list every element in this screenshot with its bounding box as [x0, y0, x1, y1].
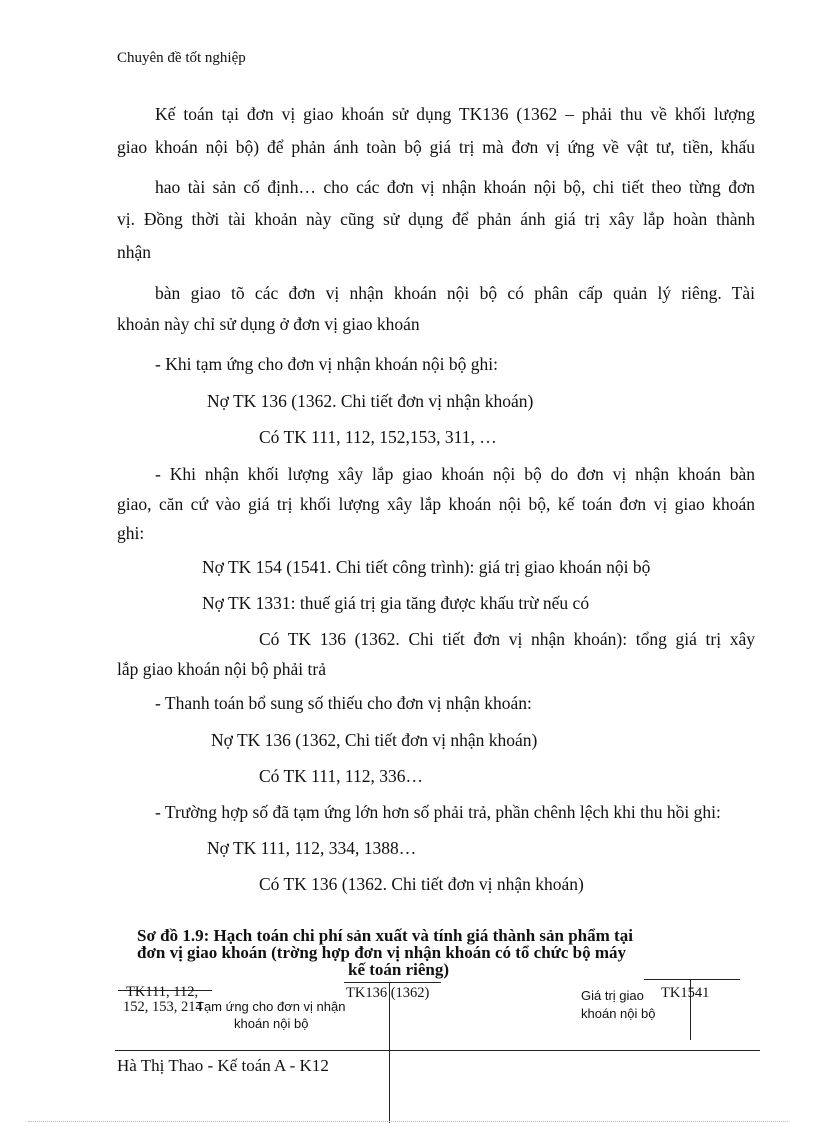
diagram-title: đơn vị giao khoán (trờng hợp đơn vị nhận khoán có tổ chức bộ máy — [137, 943, 627, 962]
entry-debit: Nợ TK 111, 112, 334, 1388… — [207, 838, 417, 858]
paragraph-line: giao khoán nội bộ) để phản ánh toàn bộ giá trị mà đơn vị ứng về vật tư, tiền, khấu — [117, 137, 755, 157]
entry-credit: Có TK 136 (1362. Chi tiết đơn vị nhận khoán) — [259, 874, 584, 894]
account-line — [644, 979, 740, 980]
diagram-title: kế toán riêng) — [348, 960, 450, 979]
flow-label: Tạm ứng cho đơn vị nhận — [196, 999, 346, 1014]
entry-debit: Nợ TK 154 (1541. Chi tiết công trình): giá trị giao khoán nội bộ — [202, 557, 651, 577]
paragraph-line: giao, căn cứ vào giá trị khối lượng xây lắp khoán nội bộ, kế toán đơn vị giao khoán — [117, 494, 755, 514]
paragraph-line: lắp giao khoán nội bộ phải trả — [117, 659, 326, 679]
account-label: TK111, 112, — [126, 984, 199, 1000]
footer-author: Hà Thị Thao - Kế toán A - K12 — [117, 1056, 329, 1075]
paragraph-line: ghi: — [117, 523, 145, 543]
entry-debit: Nợ TK 136 (1362, Chi tiết đơn vị nhận khoán) — [211, 730, 538, 750]
entry-debit: Nợ TK 1331: thuế giá trị gia tăng được khấu trừ nếu có — [202, 593, 590, 613]
paragraph-line: hao tài sản cố định… cho các đơn vị nhận khoán nội bộ, chi tiết theo từng đơn — [155, 177, 755, 197]
bullet-line: - Khi nhận khối lượng xây lắp giao khoán nội bộ do đơn vị nhận khoán bàn — [155, 464, 755, 484]
account-label: TK1541 — [661, 985, 710, 1001]
paragraph-line: vị. Đồng thời tài khoản này cũng sử dụng để phản ánh giá trị xây lắp hoàn thành — [117, 209, 755, 229]
account-line — [344, 982, 441, 983]
account-label: TK136 (1362) — [346, 985, 430, 1001]
footer-rule — [115, 1050, 760, 1051]
page-header: Chuyên đề tốt nghiệp — [117, 50, 246, 66]
entry-debit: Nợ TK 136 (1362. Chi tiết đơn vị nhận khoán) — [207, 391, 534, 411]
paragraph-line: bàn giao tõ các đơn vị nhận khoán nội bộ có phân cấp quản lý riêng. Tài — [155, 283, 755, 303]
diagram-title: Sơ đồ 1.9: Hạch toán chi phí sản xuất và tính giá thành sản phẩm tại — [137, 926, 633, 945]
paragraph-line: nhận — [117, 242, 152, 262]
flow-label: khoán nội bộ — [581, 1006, 656, 1021]
flow-label: khoán nội bộ — [234, 1016, 309, 1031]
bullet-line: - Thanh toán bổ sung số thiếu cho đơn vị nhận khoán: — [155, 693, 532, 713]
paragraph-line: Kế toán tại đơn vị giao khoán sử dụng TK136 (1362 – phải thu về khối lượng — [155, 104, 755, 124]
bullet-line: - Trường hợp số đã tạm ứng lớn hơn số phải trả, phần chênh lệch khi thu hồi ghi: — [155, 802, 721, 822]
account-axis — [389, 983, 390, 1123]
entry-credit: Có TK 111, 112, 152,153, 311, … — [259, 427, 497, 447]
page-break — [28, 1121, 788, 1122]
account-label: 152, 153, 214 — [123, 999, 203, 1015]
flow-label: Giá trị giao — [581, 988, 644, 1003]
paragraph-line: khoản này chỉ sử dụng ở đơn vị giao khoán — [117, 314, 420, 334]
bullet-line: - Khi tạm ứng cho đơn vị nhận khoán nội bộ ghi: — [155, 354, 498, 374]
entry-credit: Có TK 136 (1362. Chi tiết đơn vị nhận khoán): tổng giá trị xây — [259, 629, 755, 649]
entry-credit: Có TK 111, 112, 336… — [259, 766, 423, 786]
